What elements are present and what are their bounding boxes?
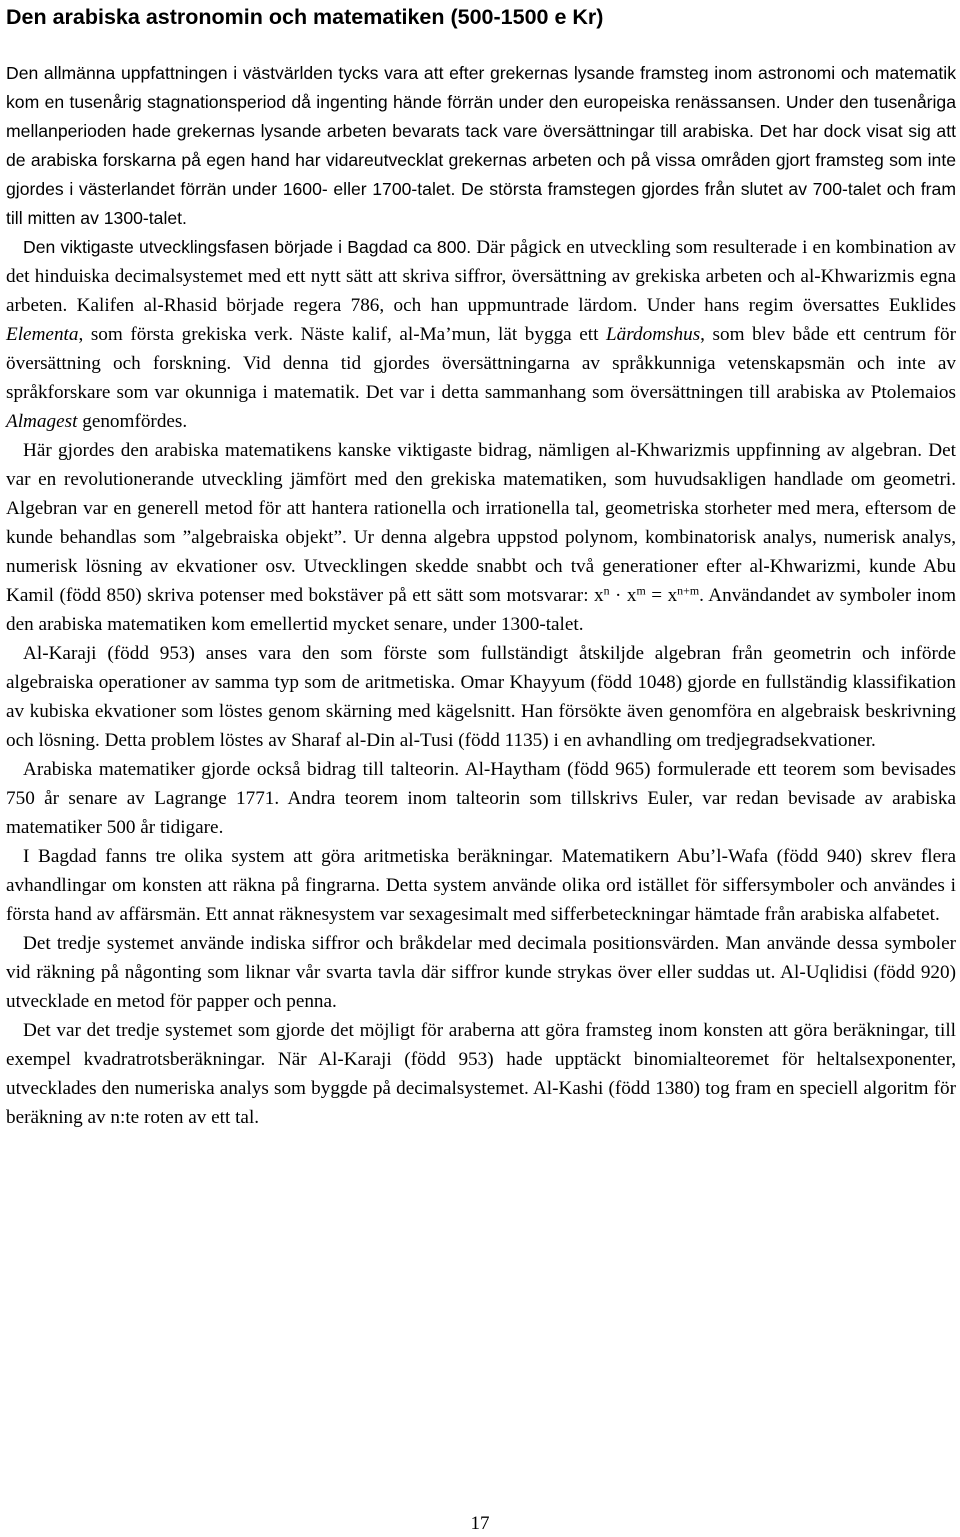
paragraph-text: . Användandet av symboler inom den arabiska matematiken kom emellertid mycket senare, under 1300-talet. (6, 585, 957, 635)
paragraph-text: I Bagdad fanns tre olika system att göra aritmetiska beräkningar. Matematikern Abu’l-Wafa (född 940) skrev flera avhandlingar om konsten att räkna på fingrarna. Detta system använde olika ord istället för siffersymboler och användes i första hand av affärsmän. Ett annat räknesystem var sexagesimalt med sifferbeteckningar hämtade från arabiska alfabetet. (6, 846, 956, 925)
paragraph-text: , som blev både ett centrum för översättning och forskning. Vid denna tid gjordes översättningarna av språkkunniga vetenskapsmän och inte av språkforskare som var okunniga i matematik. Det var i detta sammanhang som översättningen till arabiska av Ptolemaios (6, 324, 956, 403)
paragraph-text: Al-Karaji (född 953) anses vara den som förste som fullständigt åtskiljde algebran från geometrin och införde algebraiska operationer av samma typ som de aritmetiska. Omar Khayyum (född 1048) gjorde en fullständig klassifikation av kubiska ekvationer som löstes genom skärning med kägelsnitt. Han försökte även genomföra en algebraisk beskrivning och lösning. Detta problem löstes av Sharaf al-Din al-Tusi (född 1135) i en avhandling om tredjegradsekvationer. (6, 643, 956, 751)
paragraph-text: Här gjordes den arabiska matematikens kanske viktigaste bidrag, nämligen al-Khwarizmis uppfinning av algebran. Det var en revolutionerande utveckling jämfört med den grekiska matematiken, som huvudsakligen handlade om geometri. Algebran var en generell metod för att hantera rationella och irrationella tal, geometriska storheter med mera, eftersom de kunde behandlas som ”algebraiska objekt”. Ur denna algebra uppstod polynom, kombinatorisk analys, numerisk analys, numerisk lösning av ekvationer osv. Utvecklingen skedde snabbt och två generationer efter al-Khwarizmi, kunde Abu Kamil (född 850) skriva potenser med bokstäver på ett sätt som motsvarar: x (6, 440, 956, 606)
paragraph-text: , som första grekiska verk. Näste kalif, al-Ma’mun, lät bygga ett (78, 324, 606, 345)
paragraph-tredje-systemet (6, 929, 956, 1016)
page-title: Den arabiska astronomin och matematiken (500-1500 e Kr) (6, 5, 604, 29)
paragraph-text: Den viktigaste utvecklingsfasen började i Bagdad ca 800. (23, 237, 472, 257)
paragraph-text: Den allmänna uppfattningen i västvärlden tycks vara att efter grekernas lysande framsteg inom astronomi och matematik kom en tusenårig stagnationsperiod då ingenting hände förrän under den europeiska renässansen. Under den tusenåriga mellanperioden hade grekernas lysande arbeten bevarats tack vare översättningar till arabiska. Det har dock visat sig att de arabiska forskarna på egen hand har vidareutvecklat grekernas arbeten och på vissa områden gjort framsteg som inte gjordes i västerlandet förrän under 1600- eller 1700-talet. De största framstegen gjordes från slutet av 700-talet och fram till mitten av 1300-talet. (6, 63, 956, 228)
place-name-lardomshus: Lärdomshus (605, 324, 701, 345)
paragraph-talteori (6, 755, 956, 842)
paragraph-decimal-analys (6, 1016, 956, 1132)
exponent-n: n (603, 583, 610, 598)
page-number: 17 (470, 1513, 490, 1534)
exponent-n-plus-m: n+m (677, 583, 700, 598)
exponent-m: m (636, 583, 646, 598)
paragraph-text: Det tredje systemet använde indiska siffror och bråkdelar med decimala positionsvärden. Man använde dessa symboler vid räkning på någonting som liknar vår svarta tavla där siffror kunde strykas över eller suddas ut. Al-Uqlidisi (född 920) utvecklade en metod för papper och penna. (6, 933, 956, 1012)
book-title-elementa: Elementa (6, 324, 79, 345)
paragraph-text: Arabiska matematiker gjorde också bidrag till talteorin. Al-Haytham (född 965) formulerade ett teorem som bevisades 750 år senare av Lagrange 1771. Andra teorem inom talteorin som tillskrivs Euler, var redan bevisade av arabiska matematiker 500 år tidigare. (6, 759, 956, 838)
book-title-almagest: Almagest (6, 411, 78, 432)
paragraph-algebra (6, 436, 956, 639)
paragraph-text: Det var det tredje systemet som gjorde det möjligt för araberna att göra framsteg inom konsten att göra beräkningar, till exempel kvadratrotsberäkningar. När Al-Karaji (född 953) hade upptäckt binomialteoremet för heltalsexponenter, utvecklades den numeriska analys som byggde på decimalsystemet. Al-Kashi (född 1380) tog fram en speciell algoritm för beräkning av n:te roten av ett tal. (6, 1020, 956, 1128)
paragraph-text: genomfördes. (77, 411, 188, 432)
paragraph-bagdad (6, 233, 956, 436)
paragraph-al-karaji (6, 639, 956, 755)
article-body (6, 59, 956, 1132)
paragraph-text: Där pågick en utveckling som resulterade i en kombination av det hinduiska decimalsystemet med ett nytt sätt att skriva siffror, översättning av grekiska arbeten och al-Khwarizmis egna arbeten. Kalifen al-Rhasid började regera 786, och han uppmuntrade lärdom. Under hans regim översattes Euklides (6, 237, 956, 316)
paragraph-rakne-system (6, 842, 956, 929)
paragraph-intro (6, 59, 956, 233)
paragraph-text: · x (609, 585, 637, 606)
paragraph-text: = x (645, 585, 678, 606)
